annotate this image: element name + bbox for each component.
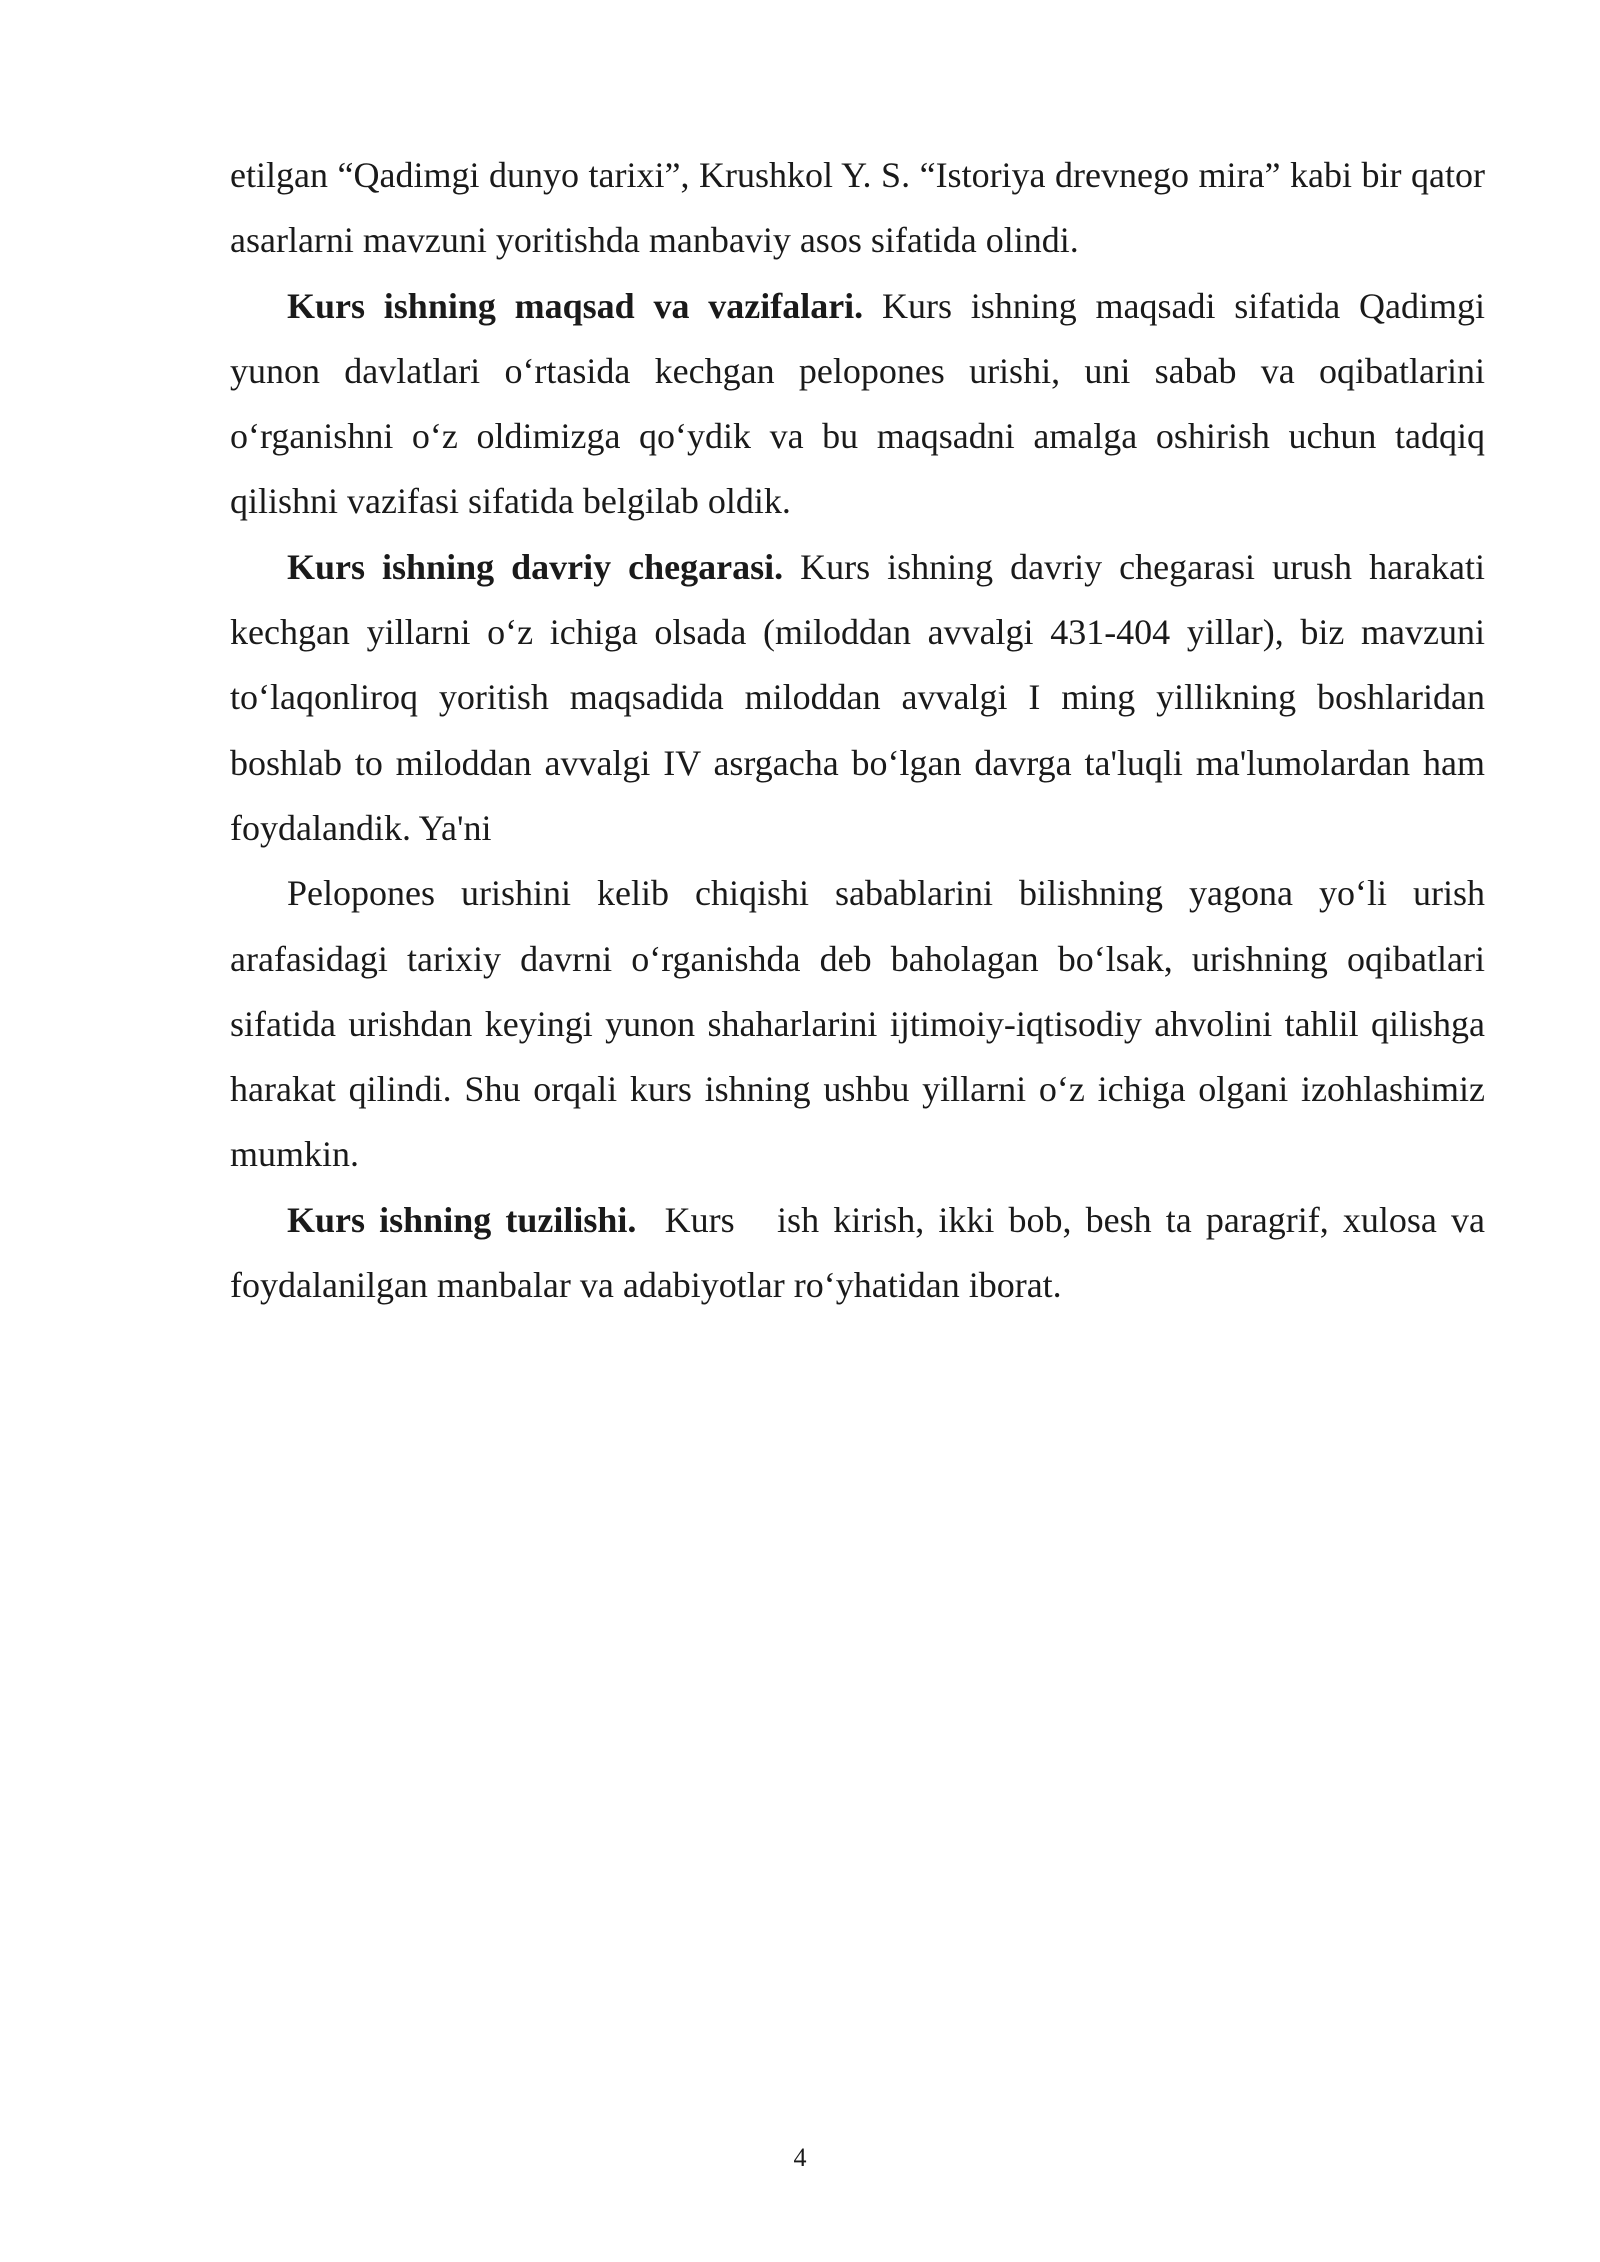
paragraph-text: Kurs ishning davriy chegarasi urush harakati kechgan yillarni o‘z ichiga olsada (miloddan avvalgi 431-404 yillar), biz mavzuni to‘laqonliroq yoritish maqsadida miloddan avvalgi I ming yillikning boshlaridan boshlab to miloddan avvalgi IV asrgacha bo‘lgan davrga ta'luqli ma'lumolardan ham foydalandik. Ya'ni [230, 546, 1486, 848]
paragraph-structure [230, 1188, 1494, 1319]
paragraph-text: Kurs ishning maqsadi sifatida Qadimgi yunon davlatlari o‘rtasida kechgan pelopones urishi, uni sabab va oqibatlarini o‘rganishni o‘z oldimizga qo‘ydik va bu maqsadni amalga oshirish uchun tadqiq qilishni vazifasi sifatida belgilab oldik. [230, 285, 1485, 522]
paragraph-text: Kurs ish kirish, ikki bob, besh ta paragrif, xulosa va foydalanilgan manbalar va adabiyotlar ro‘yhatidan iborat. [230, 1199, 1494, 1306]
body-text [230, 143, 1494, 1318]
section-heading-period: Kurs ishning davriy chegarasi. [287, 546, 784, 587]
page-number: 4 [793, 2143, 807, 2172]
paragraph-period [230, 535, 1485, 861]
paragraph-sources [230, 143, 1485, 274]
paragraph-text: Pelopones urishini kelib chiqishi sabablarini bilishning yagona yo‘li urish arafasidagi tarixiy davrni o‘rganishda deb baholagan bo‘lsak, urishning oqibatlari sifatida urishdan keyingi yunon shaharlarini ijtimoiy-iqtisodiy ahvolini tahlil qilishga harakat qilindi. Shu orqali kurs ishning ushbu yillarni o‘z ichiga olgani izohlashimiz mumkin. [230, 873, 1485, 1175]
section-heading-goals: Kurs ishning maqsad va vazifalari. [287, 285, 864, 326]
paragraph-causes [230, 861, 1485, 1187]
section-heading-structure: Kurs ishning tuzilishi. [287, 1199, 637, 1240]
paragraph-goals [230, 274, 1485, 535]
paragraph-text: etilgan “Qadimgi dunyo tarixi”, Krushkol Y. S. “Istoriya drevnego mira” kabi bir qator asarlarni mavzuni yoritishda manbaviy asos sifatida olindi. [230, 155, 1485, 261]
